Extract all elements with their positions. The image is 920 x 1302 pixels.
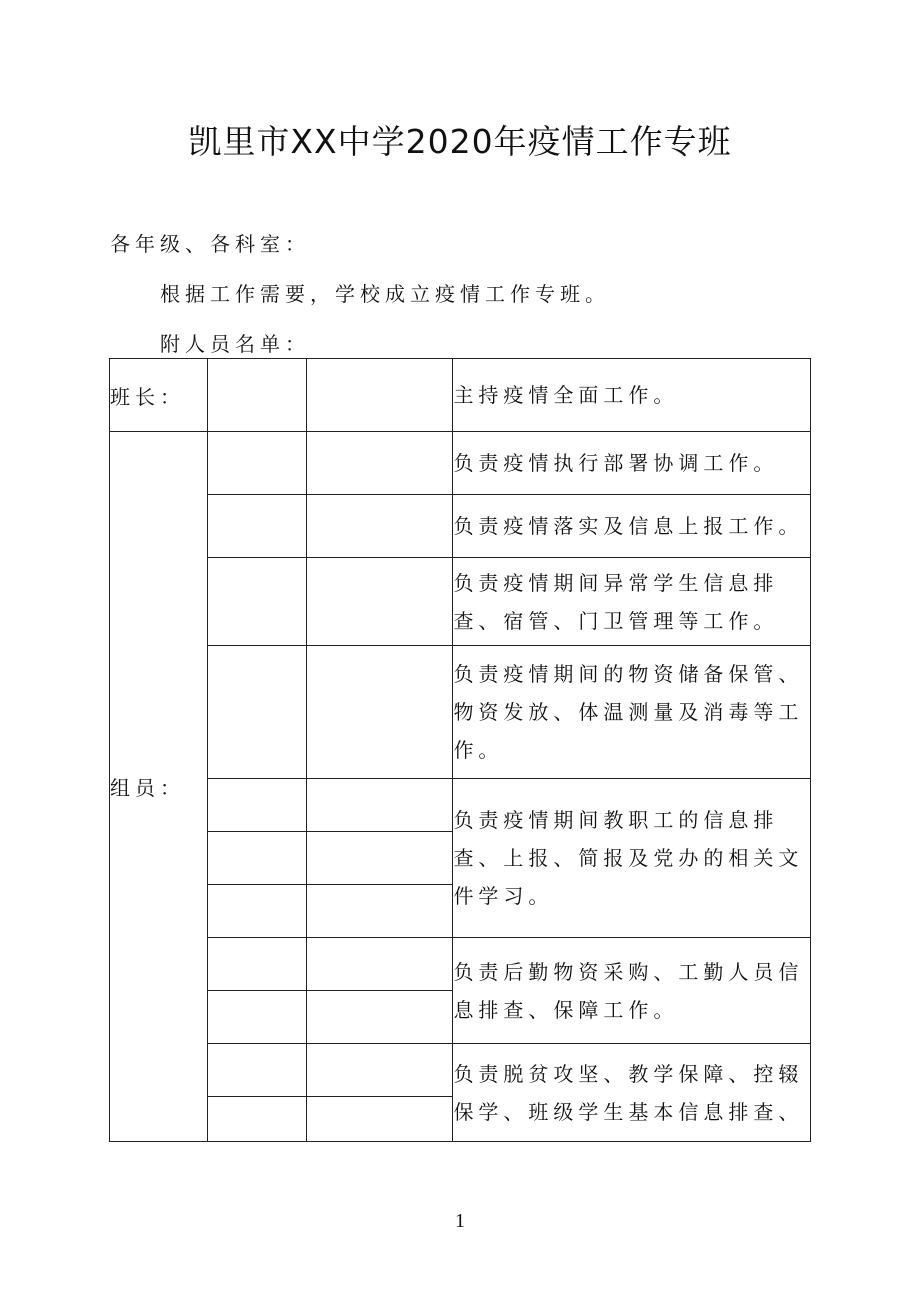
post-cell — [306, 495, 453, 558]
name-cell — [208, 885, 306, 938]
name-cell — [208, 779, 306, 832]
duty-cell — [453, 938, 811, 1044]
table-row — [110, 779, 811, 832]
table-row — [110, 1044, 811, 1097]
duty-cell — [453, 359, 811, 432]
duty-cell — [453, 558, 811, 646]
post-cell — [306, 779, 453, 832]
post-cell — [306, 558, 453, 646]
page-number: 1 — [455, 1210, 465, 1232]
post-cell — [306, 646, 453, 779]
post-cell — [306, 991, 453, 1044]
name-cell — [208, 1044, 306, 1097]
roster-table — [109, 358, 811, 1142]
post-cell — [306, 1044, 453, 1097]
members-label: 组员： — [110, 432, 208, 1142]
duty-text: 负责疫情期间异常学生信息排查、宿管、门卫管理等工作。 — [453, 570, 779, 633]
name-cell — [208, 832, 306, 885]
duty-text: 负责脱贫攻坚、教学保障、控辍保学、班级学生基本信息排查、 — [453, 1061, 804, 1124]
duty-text: 负责后勤物资采购、工勤人员信息排查、保障工作。 — [453, 959, 804, 1022]
leader-label: 班长： — [110, 359, 208, 432]
duty-text: 负责疫情期间的物资储备保管、物资发放、体温测量及消毒等工作。 — [453, 662, 804, 762]
name-cell — [208, 432, 306, 495]
table-row-leader — [110, 359, 811, 432]
table-row — [110, 558, 811, 646]
duty-text: 负责疫情期间教职工的信息排查、上报、简报及党办的相关文件学习。 — [453, 808, 804, 908]
name-cell — [208, 991, 306, 1044]
duty-text: 负责疫情落实及信息上报工作。 — [453, 514, 804, 538]
table-row — [110, 938, 811, 991]
duty-cell — [453, 1044, 811, 1142]
name-cell — [208, 495, 306, 558]
post-cell — [306, 1097, 453, 1142]
body-paragraph: 根据工作需要，学校成立疫情工作专班。 — [160, 282, 610, 306]
document-title: 凯里市XX中学2020年疫情工作专班 — [188, 122, 732, 161]
post-cell — [306, 359, 453, 432]
duty-text: 负责疫情执行部署协调工作。 — [453, 451, 779, 475]
name-cell — [208, 1097, 306, 1142]
table-row — [110, 495, 811, 558]
table-row — [110, 432, 811, 495]
duty-cell — [453, 432, 811, 495]
name-cell — [208, 359, 306, 432]
name-cell — [208, 938, 306, 991]
post-cell — [306, 832, 453, 885]
name-cell — [208, 646, 306, 779]
salutation: 各年级、各科室： — [110, 232, 310, 256]
post-cell — [306, 938, 453, 991]
attachment-label: 附人员名单： — [160, 332, 310, 356]
post-cell — [306, 432, 453, 495]
duty-cell — [453, 646, 811, 779]
name-cell — [208, 558, 306, 646]
post-cell — [306, 885, 453, 938]
duty-text: 主持疫情全面工作。 — [453, 383, 679, 407]
duty-cell — [453, 495, 811, 558]
table-row — [110, 646, 811, 779]
duty-cell — [453, 779, 811, 938]
